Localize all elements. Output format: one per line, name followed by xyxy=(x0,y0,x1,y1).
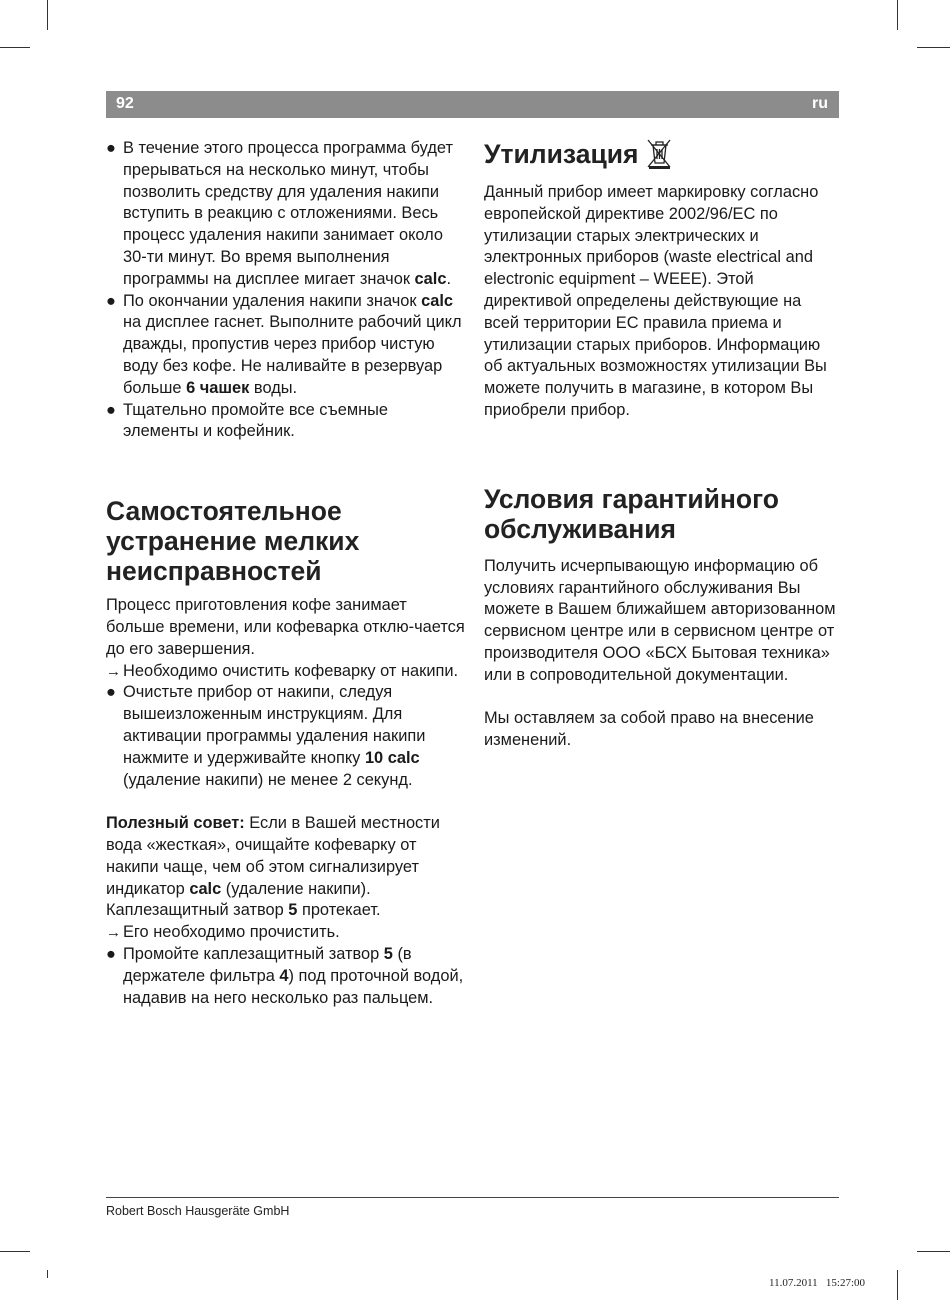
list-item xyxy=(106,682,466,791)
left-column xyxy=(106,138,466,1009)
changes-text: Мы оставляем за собой право на внесение изменений. xyxy=(484,709,814,750)
list-item xyxy=(106,291,466,400)
list-item-text: Тщательно промойте все съемные элементы и кофейник. xyxy=(123,400,389,441)
solution-text: Необходимо очистить кофеварку от накипи. xyxy=(123,661,459,680)
list-item xyxy=(106,400,466,444)
bullet-icon: ● xyxy=(106,400,116,419)
language-code: ru xyxy=(812,95,828,112)
footer-company: Robert Bosch Hausgeräte GmbH xyxy=(106,1204,290,1218)
tip-text: Полезный совет: Если в Вашей местности вода «жесткая», очищайте кофеварку от накипи чаще, чем об этом сигнализирует индикатор calc (удаление накипи). xyxy=(106,814,440,898)
bullet-icon: ● xyxy=(106,944,116,963)
bullet-icon: ● xyxy=(106,683,116,702)
crop-mark xyxy=(0,47,30,48)
list-item-text: Очистьте прибор от накипи, следуя вышеизложенным инструкциям. Для активации программы удаления накипи нажмите и удерживайте кнопку 10 calc (удаление накипи) не менее 2 секунд. xyxy=(123,683,426,789)
page-header-bar xyxy=(106,91,839,118)
crop-mark xyxy=(917,47,950,48)
list-item xyxy=(106,944,466,1009)
solution-item xyxy=(106,661,466,683)
disposal-heading-row xyxy=(484,138,840,170)
page-number: 92 xyxy=(116,95,134,112)
problem-text: Процесс приготовления кофе занимает больше времени, или кофеварка отклю-чается до его завершения. xyxy=(106,596,465,658)
problem-text: Каплезащитный затвор 5 протекает. xyxy=(106,901,381,920)
warranty-heading: Условия гарантийного обслуживания xyxy=(484,483,779,544)
arrow-right-icon: → xyxy=(106,924,121,942)
print-timestamp: 11.07.2011 15:27:00 xyxy=(769,1277,866,1289)
footer-divider xyxy=(106,1197,839,1198)
crop-mark xyxy=(47,0,48,30)
disposal-heading: Утилизация xyxy=(484,139,639,169)
solution-item xyxy=(106,922,466,944)
crop-mark xyxy=(897,1270,898,1300)
solution-text: Его необходимо прочистить. xyxy=(123,923,340,942)
warranty-text: Получить исчерпывающую информацию об условиях гарантийного обслуживания Вы можете в Вашем ближайшем авторизованном сервисном центре или в сервисном центре от производителя ООО «БСХ Бытовая техника» или в сопроводительной документации. xyxy=(484,556,836,684)
list-item-text: Промойте каплезащитный затвор 5 (в держателе фильтра 4) под проточной водой, надавив на него несколько раз пальцем. xyxy=(123,944,464,1007)
list-item-text: По окончании удаления накипи значок calc на дисплее гаснет. Выполните рабочий цикл дважды, пропустив через прибор чистую воду без кофе. Не наливайте в резервуар больше 6 чашек воды. xyxy=(123,291,462,397)
crop-mark xyxy=(0,1251,30,1252)
list-item-text: В течение этого процесса программа будет прерываться на несколько минут, чтобы позволить средству для удаления накипи вступить в реакцию с отложениями. Весь процесс удаления накипи занимает около 30-ти минут. Во время выполнения программы на дисплее мигает значок calc. xyxy=(123,139,453,288)
bullet-list-top xyxy=(106,138,466,443)
arrow-right-icon: → xyxy=(106,662,121,680)
disposal-text: Данный прибор имеет маркировку согласно европейской директиве 2002/96/EC по утилизации старых электрических и электронных приборов (waste electrical and electronic equipment – WEEE). Этой директивой определены действующие на всей территории ЕС правила приема и утилизации старых приборов. Информацию об актуальных возможностях утилизации Вы можете получить в магазине, в котором Вы приобрели прибор. xyxy=(484,183,827,419)
crossed-bin-icon xyxy=(646,138,672,170)
bullet-icon: ● xyxy=(106,291,116,310)
bullet-icon: ● xyxy=(106,139,116,157)
troubleshooting-heading: Самостоятельное устранение мелких неисправностей xyxy=(106,496,360,587)
crop-mark xyxy=(897,0,898,30)
crop-mark xyxy=(917,1251,950,1252)
list-item xyxy=(106,138,466,291)
crop-mark xyxy=(47,1270,48,1278)
right-column xyxy=(484,138,840,752)
